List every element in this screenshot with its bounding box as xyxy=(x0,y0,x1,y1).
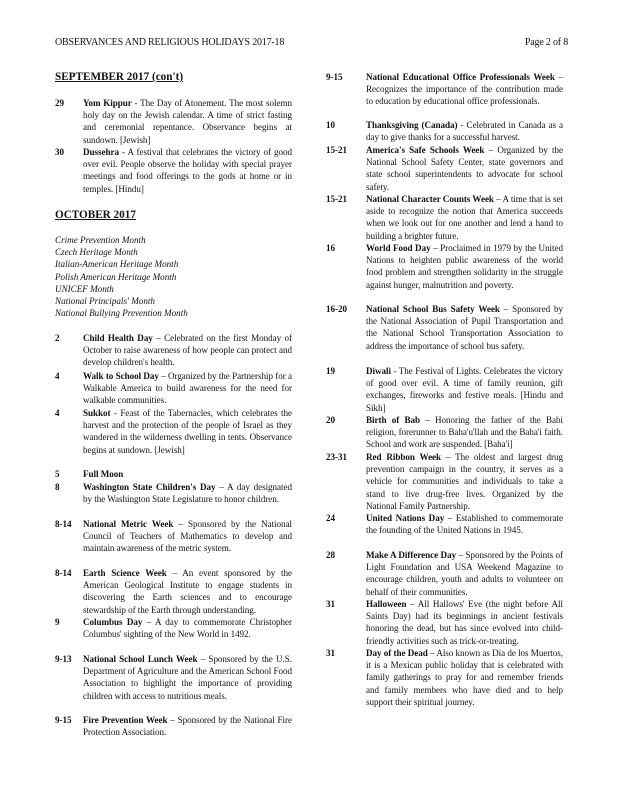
entry-date: 9-15 xyxy=(55,715,72,725)
entry-name: National School Lunch Week xyxy=(83,654,198,664)
entry-date: 16 xyxy=(326,243,335,253)
entry-name: Sukkot xyxy=(83,408,111,418)
entry-date: 23-31 xyxy=(326,452,347,462)
list-item xyxy=(55,653,292,702)
entry-description: – Organized by the National School Safety Center, state governors and state school superintendents to advocate for school safety. xyxy=(366,145,563,192)
entry-name: Day of the Dead xyxy=(366,648,428,658)
entry-name: Halloween xyxy=(366,599,407,609)
entry-name: Red Ribbon Week xyxy=(366,452,442,462)
section-heading-september: SEPTEMBER 2017 (con't) xyxy=(55,71,184,83)
entry-name: Birth of Bab xyxy=(366,415,420,425)
observance-months-list xyxy=(55,234,188,319)
entry-date: 19 xyxy=(326,366,335,376)
entry-name: Earth Science Week xyxy=(83,568,167,578)
month-observance: Czech Heritage Month xyxy=(55,247,138,258)
month-observance: Polish American Heritage Month xyxy=(55,271,177,282)
entry-description: - The Day of Atonement. The most solemn holy day on the Jewish calendar. A time of strict fasting and ceremonial repentance. Observance begins at sundown. [Jewish] xyxy=(83,98,292,145)
entry-date: 16-20 xyxy=(326,304,347,314)
entry-name: Diwali xyxy=(366,366,391,376)
list-item xyxy=(55,97,292,146)
entry-description: – Sponsored by the National Fire Protection Association. xyxy=(83,715,292,738)
entry-date: 9 xyxy=(55,617,60,627)
entry-date: 28 xyxy=(326,550,335,560)
list-item xyxy=(326,549,563,598)
entry-date: 8-14 xyxy=(55,568,72,578)
document-title: OBSERVANCES AND RELIGIOUS HOLIDAYS 2017-18 xyxy=(55,37,285,48)
entry-name: Full Moon xyxy=(83,469,124,479)
entry-description: – Sponsored by the National Council of Teachers of Mathematics to develop and maintain awareness of the metric system. xyxy=(83,519,292,554)
entry-description: - A festival that celebrates the victory of good over evil. People observe the holiday with special prayer meetings and food offerings to the gods at home or in temples. [Hindu] xyxy=(83,147,292,194)
list-item xyxy=(55,714,292,738)
list-item xyxy=(326,414,563,451)
entry-description: – Organized by the Partnership for a Walkable America to build awareness for the need for walkable communities. xyxy=(83,371,292,406)
entry-description: – A day to commemorate Christopher Columbus' sighting of the New World in 1492. xyxy=(83,617,293,640)
list-item xyxy=(326,512,563,536)
page-number: Page 2 of 8 xyxy=(524,37,568,48)
list-item xyxy=(326,193,563,242)
entry-description: – Honoring the father of the Babi religion, forerunner to Baha'u'llah and the Baha'i faith. School and work are suspended. [Baha'i] xyxy=(366,415,564,450)
entry-description: – Proclaimed in 1979 by the United Nations to heighten public awareness of the world food problem and strengthen solidarity in the struggle against hunger, malnutrition and poverty. xyxy=(366,243,563,290)
entry-date: 8 xyxy=(55,482,60,492)
entry-description: - Feast of the Tabernacles, which celebrates the harvest and the protection of the people of Israel as they wandered in the wilderness dwelling in tents. Observance begins at sundown. [Jewish] xyxy=(83,408,292,455)
entry-description: – Established to commemorate the founding of the United Nations in 1945. xyxy=(366,513,563,536)
list-item xyxy=(326,303,563,352)
entry-description: – Sponsored by the National Association of Pupil Transportation and the National School Transportation Association to address the importance of school bus safety. xyxy=(366,304,563,351)
entry-description: – Sponsored by the Points of Light Foundation and USA Weekend Magazine to encourage children, youth and adults to volunteer on behalf of their communities. xyxy=(366,550,563,597)
entry-date: 4 xyxy=(55,371,60,381)
entry-date: 24 xyxy=(326,513,335,523)
entry-name: Child Health Day xyxy=(83,333,153,343)
entry-name: National Metric Week xyxy=(83,519,174,529)
entry-name: Dussehra xyxy=(83,147,119,157)
entry-date: 2 xyxy=(55,333,60,343)
list-item xyxy=(55,616,292,640)
entry-name: Washington State Children's Day xyxy=(83,482,216,492)
list-item xyxy=(55,468,292,480)
month-observance: Crime Prevention Month xyxy=(55,235,146,245)
list-item xyxy=(326,598,563,647)
entry-date: 5 xyxy=(55,469,60,479)
month-observance: National Principals' Month xyxy=(55,296,155,307)
entry-name: National School Bus Safety Week xyxy=(366,304,500,314)
entry-date: 9-15 xyxy=(326,72,343,82)
entry-date: 31 xyxy=(326,648,335,658)
entry-description: – The oldest and largest drug prevention campaign in the country, it serves as a vehicle for communities and individuals to take a stand to live drug-free lives. Organized by the National Family Partnership. xyxy=(366,452,563,511)
entry-name: National Educational Office Professionals Week xyxy=(366,72,555,82)
entry-name: Columbus Day xyxy=(83,617,143,627)
section-heading-october: OCTOBER 2017 xyxy=(55,209,136,221)
list-item xyxy=(326,451,563,512)
entry-date: 30 xyxy=(55,147,64,157)
entry-description: – An event sponsored by the American Geological Institute to engage students in discovering the Earth sciences and to encourage stewardship of the Earth through understanding. xyxy=(83,568,292,615)
month-observance: National Bullying Prevention Month xyxy=(55,308,188,319)
list-item xyxy=(326,71,563,108)
month-observance: UNICEF Month xyxy=(55,283,114,294)
list-item xyxy=(55,370,292,407)
entry-description: – Sponsored by the U.S. Department of Agriculture and the American School Food Association to highlight the importance of providing children with access to nutritious meals. xyxy=(83,654,292,701)
entry-date: 15-21 xyxy=(326,194,347,204)
entry-description: – All Hallows' Eve (the night before All Saints Day) had its beginnings in ancient festivals honoring the dead, but has since evolved into child-friendly activities such as trick-or-treating. xyxy=(366,599,563,646)
entry-description: – Recognizes the importance of the contribution made to education by educational office professionals. xyxy=(366,72,563,107)
entry-description: – Celebrated on the first Monday of October to raise awareness of how people can protect and develop children's health. xyxy=(83,333,292,368)
entry-description: - The Festival of Lights. Celebrates the victory of good over evil. A time of family reunion, gift exchanges, fireworks and festive meals. [Hindu and Sikh] xyxy=(366,366,563,413)
entry-date: 15-21 xyxy=(326,145,347,155)
list-item xyxy=(55,146,292,195)
entry-description: – A day designated by the Washington State Legislature to honor children. xyxy=(83,482,292,505)
entry-description: – A time that is set aside to recognize the notion that America succeeds when we look out for one another and lend a hand to building a brighter future. xyxy=(366,194,564,241)
list-item xyxy=(326,242,563,291)
entry-description: – Also known as Dia de los Muertos, it is a Mexican public holiday that is celebrated with family gatherings to pray for and remember friends and family members who have died and to help support their spiritual journey. xyxy=(366,648,563,707)
list-item xyxy=(326,647,563,708)
entry-date: 31 xyxy=(326,599,335,609)
list-item xyxy=(326,144,563,193)
entry-name: Fire Prevention Week xyxy=(83,715,168,725)
month-observance: Italian-American Heritage Month xyxy=(55,259,179,270)
entry-date: 4 xyxy=(55,408,60,418)
entry-date: 20 xyxy=(326,415,335,425)
entry-name: America's Safe Schools Week xyxy=(366,145,485,155)
entry-date: 9-13 xyxy=(55,654,72,664)
entry-date: 8-14 xyxy=(55,519,72,529)
list-item xyxy=(55,567,292,616)
entry-name: World Food Day xyxy=(366,243,431,253)
list-item xyxy=(55,481,292,505)
list-item xyxy=(55,518,292,555)
list-item xyxy=(55,407,292,456)
entry-name: Walk to School Day xyxy=(83,371,159,381)
entry-name: Yom Kippur xyxy=(83,98,132,108)
entry-name: Thanksgiving (Canada) xyxy=(366,120,458,130)
entry-description: - Celebrated in Canada as a day to give thanks for a successful harvest. xyxy=(366,120,563,143)
entry-date: 10 xyxy=(326,120,335,130)
list-item xyxy=(326,119,563,143)
list-item xyxy=(55,332,292,369)
entry-name: National Character Counts Week xyxy=(366,194,494,204)
entry-name: United Nations Day xyxy=(366,513,445,523)
list-item xyxy=(326,365,563,414)
entry-date: 29 xyxy=(55,98,64,108)
entry-name: Make A Difference Day xyxy=(366,550,457,560)
